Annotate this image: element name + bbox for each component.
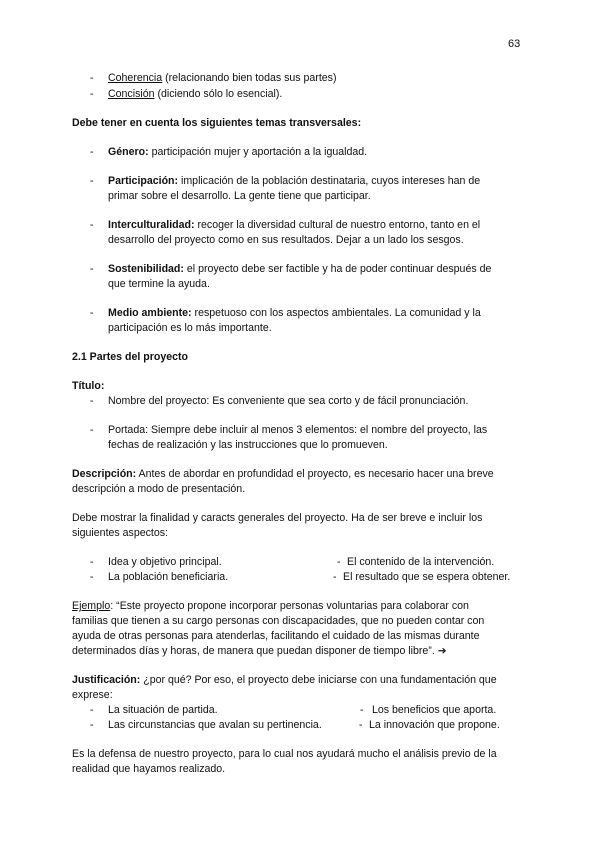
aspecto-right: El contenido de la intervención. <box>347 556 495 568</box>
transversal-dash: - <box>90 175 94 187</box>
justificacion-line2: exprese: <box>72 689 113 701</box>
titulo-dash: - <box>90 395 94 407</box>
descripcion-text: Antes de abordar en profundidad el proyecto, es necesario hacer una breve <box>136 468 494 480</box>
ejemplo-line4 <box>72 644 447 659</box>
ejemplo-label: Ejemplo <box>72 600 111 612</box>
descripcion-line2: descripción a modo de presentación. <box>72 483 246 495</box>
transversal-medio-ambiente <box>108 306 481 321</box>
transversal-genero <box>108 145 367 160</box>
transversal-sostenibilidad <box>108 262 491 277</box>
justificacion-right: Los beneficios que aporta. <box>372 704 497 716</box>
justificacion-paragraph <box>72 673 497 688</box>
justificacion-dash: - <box>90 719 94 731</box>
aspecto-dash: - <box>337 556 341 568</box>
finalidad-line1: Debe mostrar la finalidad y caracts generales del proyecto. Ha de ser breve e incluir los <box>72 512 483 524</box>
ejemplo-line1 <box>72 599 469 614</box>
term-interculturalidad: Interculturalidad: <box>108 219 195 231</box>
justificacion-label: Justificación: <box>72 674 141 686</box>
section-heading: 2.1 Partes del proyecto <box>72 351 188 363</box>
titulo-nombre: Nombre del proyecto: Es conveniente que sea corto y de fácil pronunciación. <box>108 395 469 407</box>
justificacion-dash: - <box>359 719 363 731</box>
transversal-interculturalidad-text: recoger la diversidad cultural de nuestro entorno, tanto en el <box>194 219 481 231</box>
aspecto-dash: - <box>90 571 94 583</box>
transversal-interculturalidad-line2: desarrollo del proyecto como en sus resultados. Dejar a un lado los sesgos. <box>108 234 464 246</box>
ejemplo-line2: familias que tienen a su cargo personas con discapacidades, que no pueden contar con <box>72 615 485 627</box>
transversal-dash: - <box>90 146 94 158</box>
transversal-genero-text: participación mujer y aportación a la igualdad. <box>148 146 368 158</box>
titulo-dash: - <box>90 424 94 436</box>
transversal-heading: Debe tener en cuenta los siguientes temas transversales: <box>72 117 362 129</box>
transversal-dash: - <box>90 307 94 319</box>
transversal-participacion-line2: primar sobre el desarrollo. La gente tiene que participar. <box>108 190 371 202</box>
bullet-dash: - <box>90 72 94 84</box>
justificacion-right: La innovación que propone. <box>369 719 500 731</box>
transversal-sostenibilidad-line2: que termine la ayuda. <box>108 278 210 290</box>
bullet-coherencia-text: (relacionando bien todas sus partes) <box>162 72 337 84</box>
term-participacion: Participación: <box>108 175 179 187</box>
transversal-medio-ambiente-line2: participación es lo más importante. <box>108 322 272 334</box>
ejemplo-line4-text: determinados días y horas, de manera que puedan disponer de tiempo libre”. <box>72 645 435 657</box>
transversal-participacion <box>108 174 480 189</box>
titulo-portada: Portada: Siempre debe incluir al menos 3 elementos: el nombre del proyecto, las <box>108 424 488 436</box>
transversal-sostenibilidad-text: el proyecto debe ser factible y ha de poder continuar después de <box>183 263 492 275</box>
term-coherencia: Coherencia <box>108 72 163 84</box>
defensa-line2: realidad que hayamos realizado. <box>72 763 226 775</box>
transversal-interculturalidad <box>108 218 480 233</box>
aspecto-right: El resultado que se espera obtener. <box>343 571 511 583</box>
aspecto-dash: - <box>333 571 337 583</box>
ejemplo-line3: ayuda de otras personas para atenderlas, facilitando el cuidado de las mismas durante <box>72 630 480 642</box>
aspecto-left: Idea y objetivo principal. <box>108 556 222 568</box>
justificacion-left: Las circunstancias que avalan su pertinencia. <box>108 719 322 731</box>
justificacion-dash: - <box>90 704 94 716</box>
transversal-participacion-text: implicación de la población destinataria, cuyos intereses han de <box>178 175 481 187</box>
transversal-dash: - <box>90 263 94 275</box>
justificacion-left: La situación de partida. <box>108 704 218 716</box>
bullet-dash: - <box>90 88 94 100</box>
finalidad-line2: siguientes aspectos: <box>72 527 168 539</box>
aspecto-left: La población beneficiaria. <box>108 571 229 583</box>
bullet-coherencia <box>108 71 337 86</box>
bullet-concision <box>108 87 282 102</box>
defensa-line1: Es la defensa de nuestro proyecto, para lo cual nos ayudará mucho el análisis previo de la <box>72 748 497 760</box>
descripcion-label: Descripción: <box>72 468 137 480</box>
term-concision: Concisión <box>108 88 155 100</box>
arrow-right-icon: ➔ <box>437 645 447 657</box>
transversal-medio-ambiente-text: respetuoso con los aspectos ambientales. La comunidad y la <box>191 307 481 319</box>
titulo-label: Título: <box>72 380 105 392</box>
aspecto-dash: - <box>90 556 94 568</box>
justificacion-dash: - <box>360 704 364 716</box>
ejemplo-text: : “Este proyecto propone incorporar personas voluntarias para colaborar con <box>110 600 469 612</box>
bullet-concision-text: (diciendo sólo lo esencial). <box>154 88 283 100</box>
term-medio-ambiente: Medio ambiente: <box>108 307 192 319</box>
titulo-portada-line2: fechas de realización y las instrucciones que lo promueven. <box>108 439 388 451</box>
transversal-dash: - <box>90 219 94 231</box>
descripcion-paragraph <box>72 467 494 482</box>
justificacion-text: ¿por qué? Por eso, el proyecto debe iniciarse con una fundamentación que <box>140 674 497 686</box>
term-sostenibilidad: Sostenibilidad: <box>108 263 184 275</box>
page-number: 63 <box>508 38 521 50</box>
term-genero: Género: <box>108 146 149 158</box>
